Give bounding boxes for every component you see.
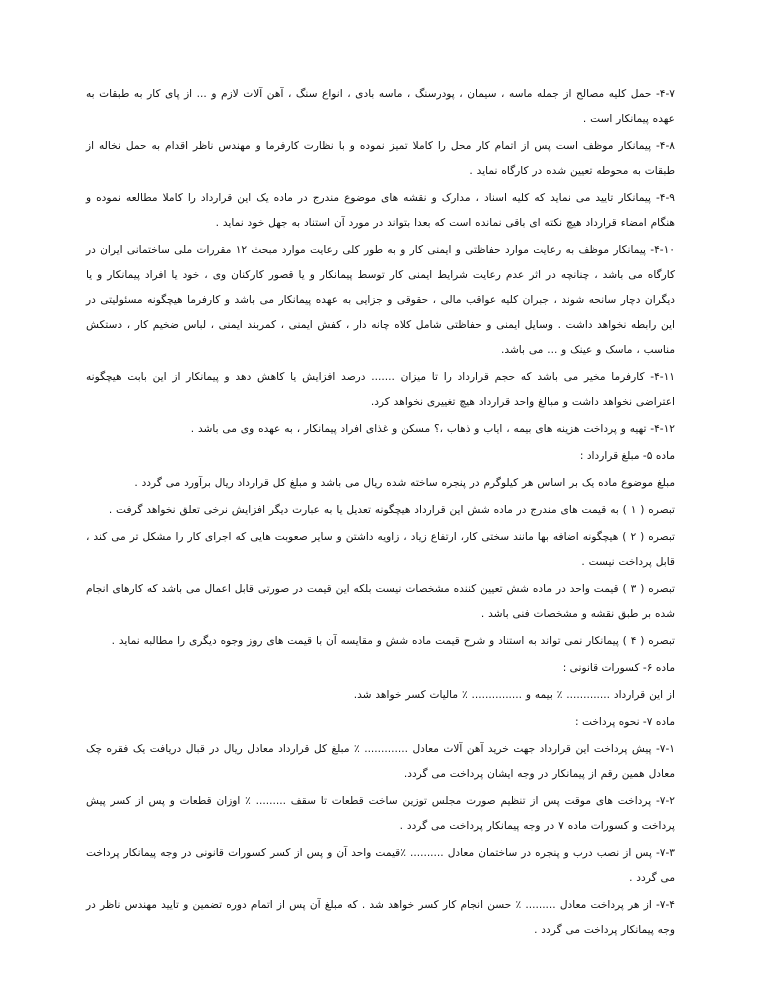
- section-5-body: مبلغ موضوع ماده یک بر اساس هر کیلوگرم در پنجره ساخته شده ریال می باشد و مبلغ کل قرارداد ریال برآورد می گردد .: [134, 477, 675, 489]
- clause-7-2: ۷-۲- پرداخت های موقت پس از تنظیم صورت مجلس توزین ساخت قطعات تا سقف ......... ٪ اوزان قطعات و پس از کسر پیش پرداخت و کسورات ماده ۷ در وجه پیمانکار پرداخت می گردد .: [86, 795, 675, 832]
- clause-4-10: ۴-۱۰- پیمانکار موظف به رعایت موارد حفاظتی و ایمنی کار و به طور کلی رعایت موارد مبحث ۱۲ مقررات ملی ساختمانی ایران در کارگاه می باشد ، چنانچه در اثر عدم رعایت شرایط ایمنی کار توسط پیمانکار و یا قصور کارکنان وی ، خود یا افراد پیمانکار و یا دیگران دچار سانحه شوند ، جبران کلیه عواقب مالی ، حقوقی و جزایی به عهده پیمانکار می باشد و کارفرما هیچگونه مسئولیتی در این رابطه نخواهد داشت . وسایل ایمنی و حفاظتی شامل کلاه چانه دار ، کفش ایمنی ، کمربند ایمنی ، لباس ضخیم کار ، دستکش مناسب ، ماسک و عینک و ... می باشد.: [86, 244, 675, 356]
- clause-4-9: ۴-۹- پیمانکار تایید می نماید که کلیه اسناد ، مدارک و نقشه های موضوع مندرج در ماده یک این قرارداد را کاملا مطالعه نموده و هنگام امضاء قرارداد هیچ نکته ای باقی نمانده است که بعدا بتواند در مورد آن استناد به جهل خود نماید .: [86, 192, 675, 229]
- clause-4-12: ۴-۱۲- تهیه و پرداخت هزینه های بیمه ، ایاب و ذهاب ،؟ مسکن و غذای افراد پیمانکار ، به عهده وی می باشد .: [190, 423, 675, 435]
- clause-4-7: ۴-۷- حمل کلیه مصالح از جمله ماسه ، سیمان ، پودرسنگ ، ماسه بادی ، انواع سنگ ، آهن آلات لازم و ... از پای کار به طبقات به عهده پیمانکار است .: [86, 88, 675, 125]
- note-2: تبصره ( ۲ ) هیچگونه اضافه بها مانند سختی کار، ارتفاع زیاد ، زاویه داشتن و سایر صعوبت هایی که اجرای کار را مشکل تر می کند ، قابل پرداخت نیست .: [86, 531, 675, 568]
- note-4: تبصره ( ۴ ) پیمانکار نمی تواند به استناد و شرح قیمت ماده شش و مقایسه آن با قیمت های روز وجوه دیگری را مطالبه نماید .: [111, 635, 675, 647]
- document-page: [86, 82, 675, 945]
- clause-7-1: ۷-۱- پیش پرداخت این قرارداد جهت خرید آهن آلات معادل ............. ٪ مبلغ کل قرارداد معادل ریال در قبال دریافت یک فقره چک معادل همین رقم از پیمانکار در وجه ایشان پرداخت می گردد.: [86, 743, 675, 780]
- section-5-heading: ماده ۵- مبلغ قرارداد :: [579, 450, 675, 462]
- section-7-heading: ماده ۷- نحوه پرداخت :: [575, 716, 675, 728]
- clause-7-4: ۷-۴- از هر پرداخت معادل ......... ٪ حسن انجام کار کسر خواهد شد . که مبلغ آن پس از اتمام دوره تضمین و تایید مهندس ناظر در وجه پیمانکار پرداخت می گردد .: [86, 899, 675, 936]
- section-6-body: از این قرارداد ............. ٪ بیمه و ............... ٪ مالیات کسر خواهد شد.: [353, 689, 675, 701]
- clause-4-11: ۴-۱۱- کارفرما مخیر می باشد که حجم قرارداد را تا میزان ....... درصد افزایش یا کاهش دهد و پیمانکار از این بابت هیچگونه اعتراضی نخواهد داشت و مبالغ واحد قرارداد هیچ تغییری نخواهد کرد.: [86, 371, 675, 408]
- note-3: تبصره ( ۳ ) قیمت واحد در ماده شش تعیین کننده مشخصات نیست بلکه این قیمت در صورتی قابل اعمال می باشد که کارهای انجام شده بر طبق نقشه و مشخصات فنی باشد .: [86, 583, 675, 620]
- clause-4-8: ۴-۸- پیمانکار موظف است پس از اتمام کار محل را کاملا تمیز نموده و با نظارت کارفرما و مهندس ناظر اقدام به حمل نخاله از طبقات به محوطه تعیین شده در کارگاه نماید .: [86, 140, 675, 177]
- section-6-heading: ماده ۶- کسورات قانونی :: [562, 662, 675, 674]
- note-1: تبصره ( ۱ ) به قیمت های مندرج در ماده شش این قرارداد هیچگونه تعدیل یا به عبارت دیگر افزایش نرخی تعلق نخواهد گرفت .: [108, 504, 675, 516]
- clause-7-3: ۷-۳- پس از نصب درب و پنجره در ساختمان معادل .......... ٪قیمت واحد آن و پس از کسر کسورات قانونی در وجه پیمانکار پرداخت می گردد .: [86, 847, 675, 884]
